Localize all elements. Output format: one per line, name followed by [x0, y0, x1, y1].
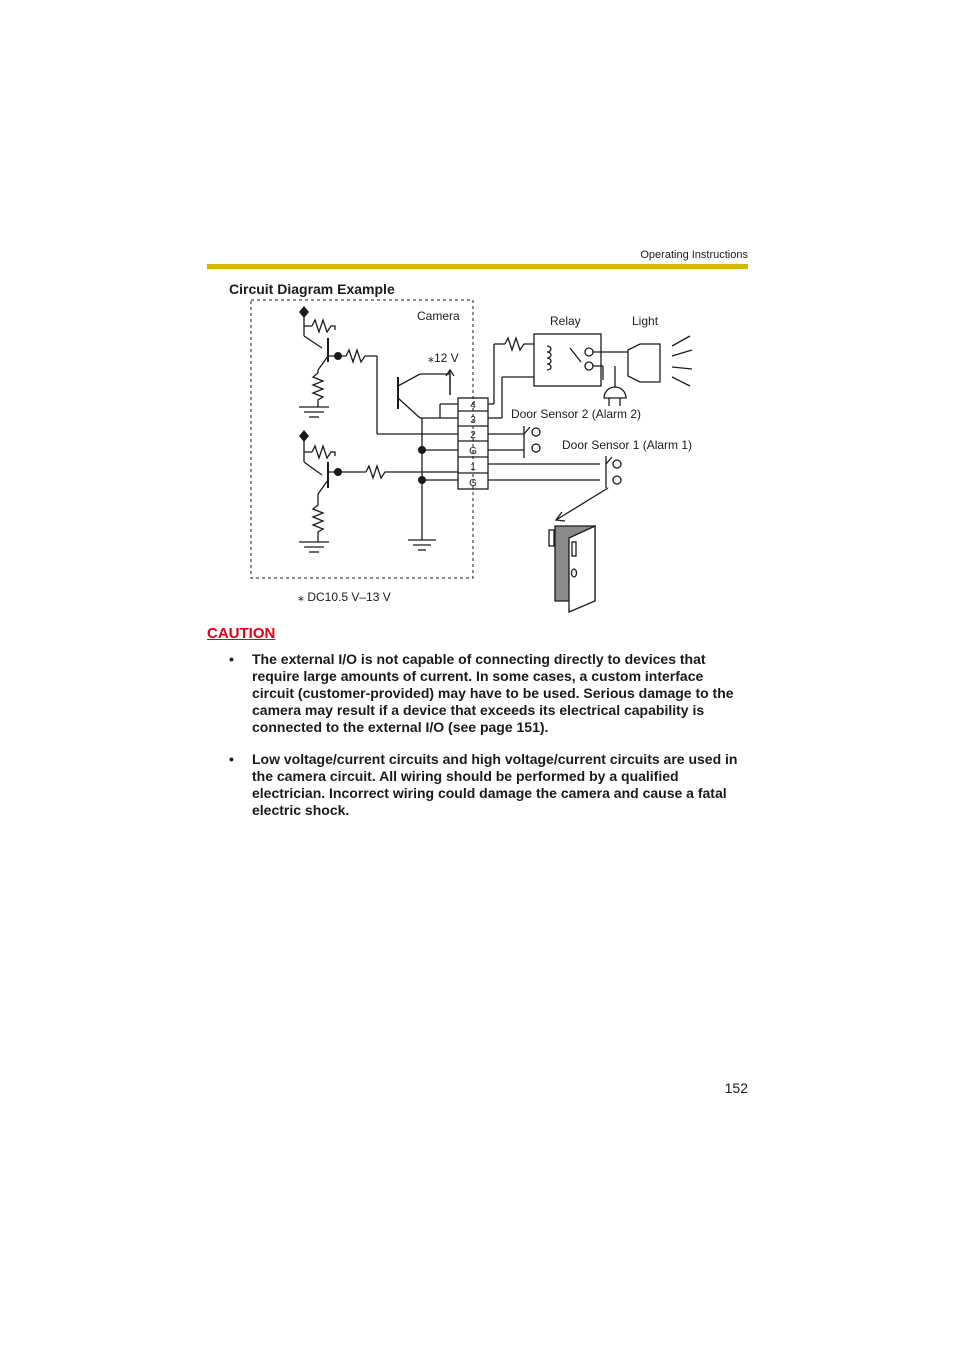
caution-list	[229, 651, 749, 834]
relay-coil	[547, 346, 551, 370]
bullet: •	[229, 651, 234, 667]
bullet: •	[229, 751, 234, 767]
page-number: 152	[724, 1080, 748, 1096]
door-sensor-1-label: Door Sensor 1 (Alarm 1)	[562, 438, 693, 452]
terminal-label: G	[469, 478, 477, 489]
relay-series-resistor	[505, 338, 534, 350]
header-rule	[207, 264, 748, 269]
lower-output-resistor	[366, 466, 458, 478]
upper-output-resistor	[346, 350, 377, 362]
light-label: Light	[632, 314, 659, 328]
circuit-diagram	[240, 295, 720, 625]
relay-label: Relay	[550, 314, 581, 328]
footnote: ⁎ DC10.5 V–13 V	[298, 590, 391, 604]
caution-item-text: The external I/O is not capable of connecting directly to devices that require large amounts of current. In some cases, a custom interface circuit (customer-provided) may have to be used. Serious damage to the camera may result if a device that exceeds its electrical capability is connected to the external I/O (see page 151).	[252, 651, 734, 735]
camera-label: Camera	[417, 309, 460, 323]
terminal-label: G	[469, 446, 477, 457]
lower-base-resistor	[312, 446, 335, 458]
running-header: Operating Instructions	[640, 249, 748, 261]
terminal-label: 4	[470, 400, 476, 411]
caution-heading: CAUTION	[207, 625, 276, 642]
terminal-label: 1	[470, 462, 476, 473]
upper-emitter-resistor	[313, 373, 323, 407]
camera-boundary	[251, 300, 473, 578]
terminal-label: 2	[470, 430, 476, 441]
lower-emitter-resistor	[313, 505, 323, 542]
relay-box	[534, 334, 601, 386]
voltage-label: ⁎12 V	[428, 351, 459, 365]
plug	[604, 387, 626, 398]
caution-item-text: Low voltage/current circuits and high voltage/current circuits are used in the camera circuit. All wiring should be performed by a qualified electrician. Incorrect wiring could damage the camera and cause a fatal electric shock.	[252, 751, 738, 818]
lower-supply-wire	[304, 441, 312, 452]
caution-item	[229, 751, 749, 819]
section-title: Circuit Diagram Example	[229, 281, 395, 297]
terminal-label: 3	[470, 415, 476, 426]
light-bulb	[628, 344, 660, 382]
upper-base-resistor	[312, 320, 335, 332]
door-frame	[549, 530, 554, 546]
door-sensor-2-label: Door Sensor 2 (Alarm 2)	[511, 407, 642, 421]
caution-item	[229, 651, 749, 736]
